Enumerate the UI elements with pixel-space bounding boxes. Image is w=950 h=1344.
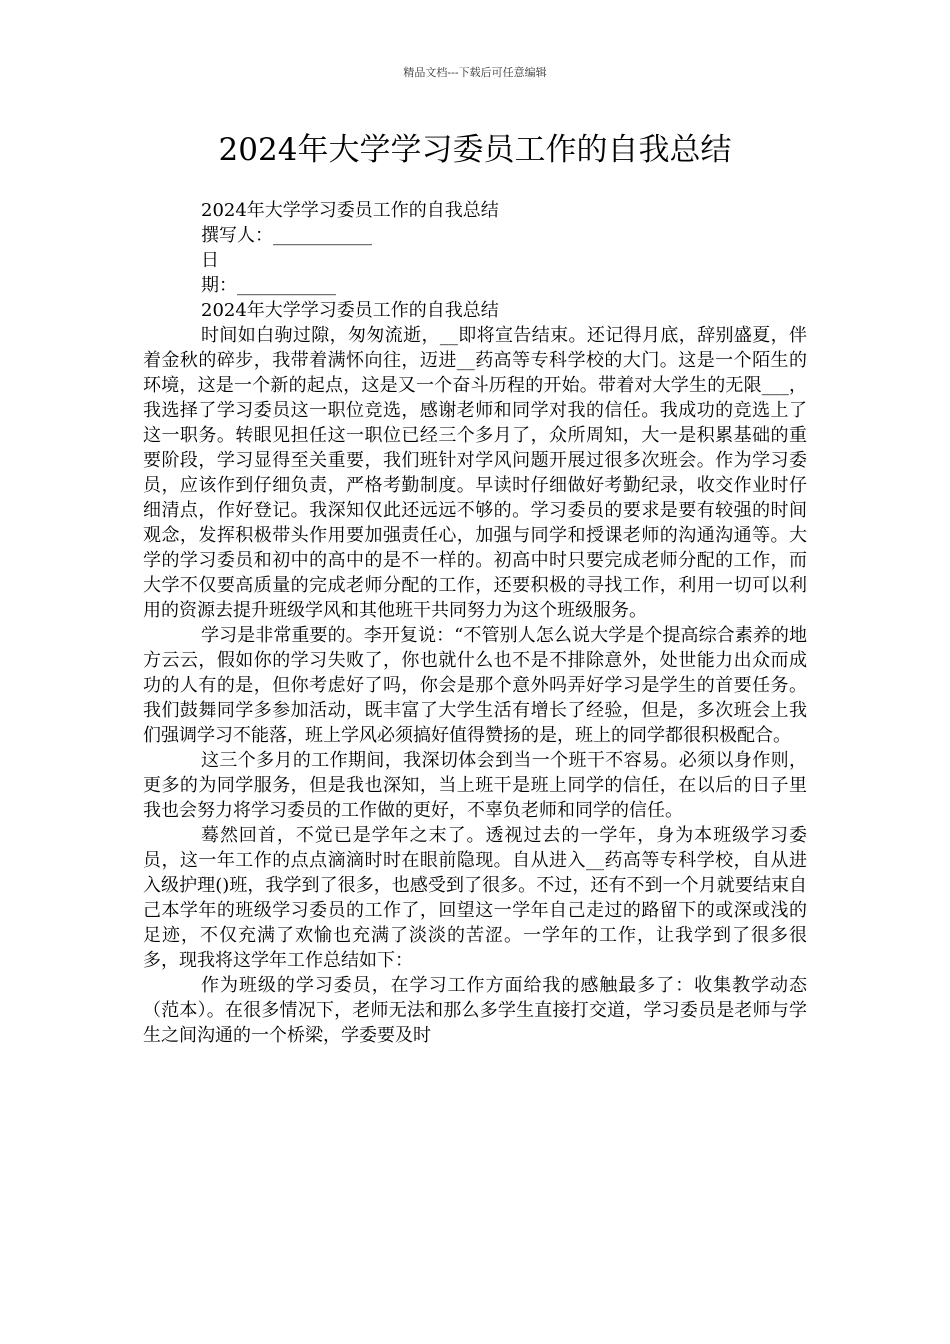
header-note: 精品文档---下载后可任意编辑 <box>403 66 547 79</box>
paragraph: 时间如白驹过隙，匆匆流逝，__即将宣告结束。还记得月底，辞别盛夏，伴着金秋的碎步，我带着满怀向往，迈进__药高等专科学校的大门。这是一个陌生的环境，这是一个新的起点，这是又一个奋斗历程的开始。带着对大学生的无限___，我选择了学习委员这一职位竞选，感谢老师和同学对我的信任。我成功的竞选上了这一职务。转眼见担任这一职位已经三个多月了，众所周知，大一是积累基础的重要阶段，学习显得至关重要，我们班针对学风问题开展过很多次班会。作为学习委员，应该作到仔细负责，严格考勤制度。早读时仔细做好考勤纪录，收交作业时仔细清点，作好登记。我深知仅此还远远不够的。学习委员的要求是要有较强的时间观念，发挥积极带头作用要加强责任心，加强与同学和授课老师的沟通沟通等。大学的学习委员和初中的高中的是不一样的。初高中时只要完成老师分配的工作，而大学不仅要高质量的完成老师分配的工作，还要积极的寻找工作，利用一切可以利用的资源去提升班级学风和其他班干共同努力为这个班级服务。 <box>143 325 807 621</box>
paragraph: 这三个多月的工作期间，我深切体会到当一个班干不容易。必须以身作则，更多的为同学服务，但是我也深知，当上班干是班上同学的信任，在以后的日子里我也会努力将学习委员的工作做的更好，不辜负老师和同学的信任。 <box>143 750 807 821</box>
author-line: 撰写人：___________ <box>201 225 372 246</box>
date-line-1: 日 <box>201 250 219 271</box>
date-line-2: 期：___________ <box>201 275 336 296</box>
subtitle: 2024年大学学习委员工作的自我总结 <box>201 200 499 221</box>
document-body <box>143 198 807 1048</box>
document-title: 2024年大学学习委员工作的自我总结 <box>218 132 732 168</box>
paragraph: 蓦然回首，不觉已是学年之末了。透视过去的一学年，身为本班级学习委员，这一年工作的点点滴滴时时在眼前隐现。自从进入__药高等专科学校，自从进入级护理()班，我学到了很多，也感受到了很多。不过，还有不到一个月就要结束自己本学年的班级学习委员的工作了，回望这一学年自己走过的路留下的或深或浅的足迹，不仅充满了欢愉也充满了淡淡的苦涩。一学年的工作，让我学到了很多很多，现我将这学年工作总结如下： <box>143 825 807 971</box>
paragraph: 作为班级的学习委员，在学习工作方面给我的感触最多了：收集教学动态（范本）。在很多情况下，老师无法和那么多学生直接打交道，学习委员是老师与学生之间沟通的一个桥梁，学委要及时 <box>143 975 807 1046</box>
subtitle-repeat: 2024年大学学习委员工作的自我总结 <box>201 300 499 321</box>
paragraph: 学习是非常重要的。李开复说：“不管别人怎么说大学是个提高综合素养的地方云云，假如你的学习失败了，你也就什么也不是不排除意外，处世能力出众而成功的人有的是，但你考虑好了吗，你会是那个意外吗弄好学习是学生的首要任务。我们鼓舞同学多参加活动，既丰富了大学生活有增长了经验，但是，多次班会上我们强调学习不能落，班上学风必须搞好值得赞扬的是，班上的同学都很积极配合。 <box>143 625 807 746</box>
